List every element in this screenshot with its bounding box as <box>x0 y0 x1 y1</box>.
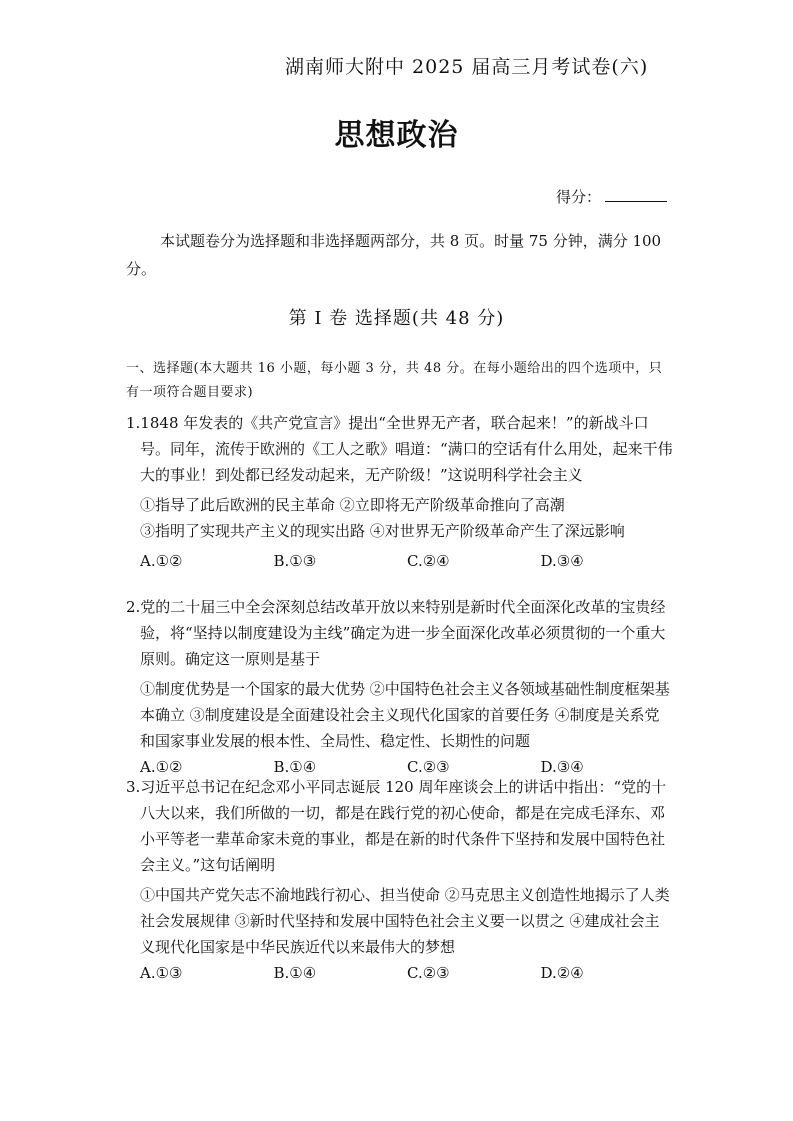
choice-d[interactable]: D.②④ <box>540 964 584 982</box>
question-stem: 3.习近平总书记在纪念邓小平同志诞辰 120 周年座谈会上的讲话中指出：“党的十八大以来，我们所做的一切，都是在践行党的初心使命，都是在完成毛泽东、邓小平等老一辈革命家未竟的事业，都是在新的时代条件下坚持和发展中国特色社会主义。”这句话阐明 <box>126 778 667 874</box>
choice-b[interactable]: B.①④ <box>273 758 317 776</box>
choice-d[interactable]: D.③④ <box>540 552 584 570</box>
question-3 <box>126 774 674 986</box>
question-1 <box>126 410 674 574</box>
statement-line: ③指明了实现共产主义的现实出路 ④对世界无产阶级革命产生了深远影响 <box>140 522 625 540</box>
choice-c[interactable]: C.②③ <box>407 964 450 982</box>
question-stem: 1.1848 年发表的《共产党宣言》提出“全世界无产者，联合起来！”的新战斗口号。同年，流传于欧洲的《工人之歌》唱道：“满口的空话有什么用处，起来干伟大的事业！到处都已经发动起来，无产阶级！”这说明科学社会主义 <box>126 414 673 484</box>
subject-title: 思想政治 <box>334 118 459 153</box>
choice-b[interactable]: B.①④ <box>273 964 317 982</box>
intro-paragraph <box>126 227 666 283</box>
choice-a[interactable]: A.①② <box>140 758 183 776</box>
score-field <box>556 186 667 207</box>
choice-d[interactable]: D.③④ <box>540 758 584 776</box>
choice-c[interactable]: C.②④ <box>407 552 450 570</box>
choice-c[interactable]: C.②③ <box>407 758 450 776</box>
score-label: 得分： <box>556 188 602 206</box>
intro-text: 本试题卷分为选择题和非选择题两部分，共 8 页。时量 75 分钟，满分 100 分。 <box>126 232 662 278</box>
choice-a[interactable]: A.①② <box>140 552 183 570</box>
statement-line: ①制度优势是一个国家的最大优势 ②中国特色社会主义各领域基础性制度框架基本确立 ③制度建设是全面建设社会主义现代化国家的首要任务 ④制度是关系党和国家事业发展的根本性、全局性、稳定性、长期性的问题 <box>140 680 670 750</box>
statement-line: ①中国共产党矢志不渝地践行初心、担当使命 ②马克思主义创造性地揭示了人类社会发展规律 ③新时代坚持和发展中国特色社会主义要一以贯之 ④建成社会主义现代化国家是中华民族近代以来最伟大的梦想 <box>140 886 670 956</box>
choice-row <box>126 548 674 574</box>
question-stem: 2.党的二十届三中全会深刻总结改革开放以来特别是新时代全面深化改革的宝贵经验，将“坚持以制度建设为主线”确定为进一步全面深化改革必须贯彻的一个重大原则。确定这一原则是基于 <box>126 598 666 668</box>
part-title: 第 Ⅰ 卷 选择题(共 48 分) <box>288 308 505 329</box>
choice-a[interactable]: A.①③ <box>140 964 183 982</box>
exam-title: 湖南师大附中 2025 届高三月考试卷(六) <box>285 56 649 78</box>
statement-line: ①指导了此后欧洲的民主革命 ②立即将无产阶级革命推向了高潮 <box>140 496 565 514</box>
choice-b[interactable]: B.①③ <box>273 552 317 570</box>
section-description: 一、选择题(本大题共 16 小题，每小题 3 分，共 48 分。在每小题给出的四个选项中，只有一项符合题目要求) <box>126 361 663 400</box>
score-blank <box>605 187 667 202</box>
choice-row <box>126 960 674 986</box>
question-2 <box>126 594 674 780</box>
